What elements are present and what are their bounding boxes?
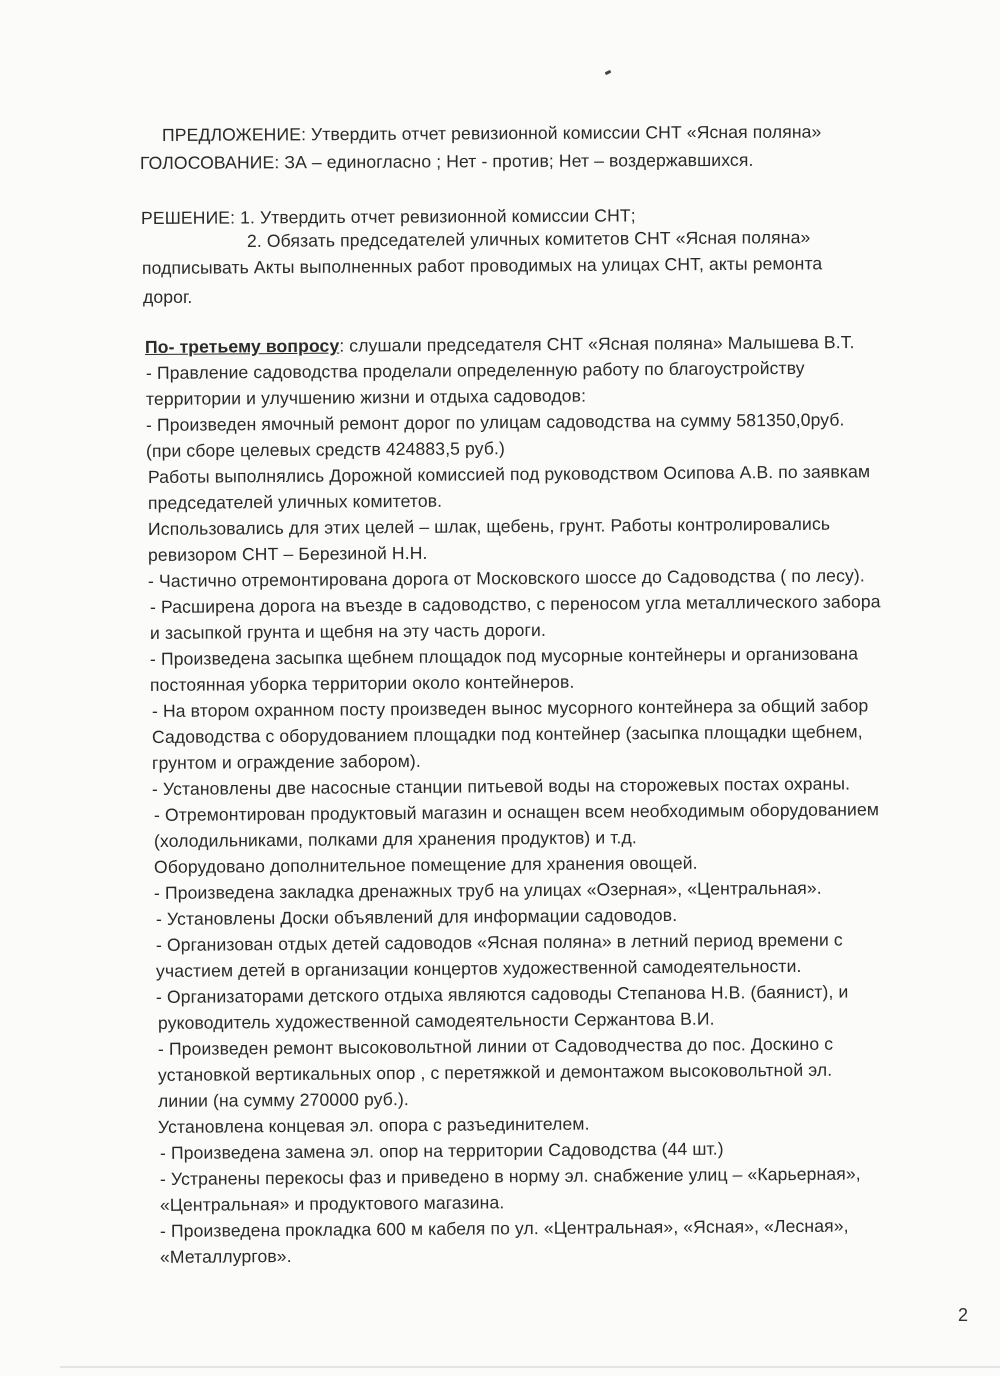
proposal-line: ПРЕДЛОЖЕНИЕ: Утвердить отчет ревизионной комиссии СНТ «Ясная поляна» — [161, 121, 822, 145]
body-line: Садоводства с оборудованием площадки под контейнер (засыпка площадки щебнем, — [151, 721, 863, 747]
body-line: Использовались для этих целей – шлак, щебень, грунт. Работы контролировались — [147, 513, 831, 539]
body-line: «Центральная» и продуктового магазина. — [159, 1192, 505, 1215]
body-line: - Отремонтирован продуктовый магазин и оснащен всем необходимым оборудованием — [153, 799, 880, 825]
body-line: - Произведена закладка дренажных труб на улицах «Озерная», «Центральная». — [153, 877, 822, 903]
body-line: (холодильниками, полками для хранения продуктов) и т.д. — [153, 827, 637, 851]
decision-line: дорог. — [143, 287, 193, 307]
page-bottom-edge — [60, 1366, 1000, 1368]
body-line: - Частично отремонтирована дорога от Московского шоссе до Садоводства ( по лесу). — [147, 565, 865, 591]
decision-line: РЕШЕНИЕ: 1. Утвердить отчет ревизионной комиссии СНТ; — [140, 205, 636, 228]
body-line: - Произведена прокладка 600 м кабеля по ул. «Центральная», «Ясная», «Лесная», — [159, 1215, 849, 1241]
body-line: (при сборе целевых средств 424883,5 руб.) — [145, 438, 505, 461]
decision-line: подписывать Акты выполненных работ проводимых на улицах СНТ, акты ремонта — [141, 253, 823, 278]
body-line: ревизором СНТ – Березиной Н.Н. — [147, 542, 428, 565]
body-line: участием детей в организации концертов художественной самодеятельности. — [155, 955, 802, 981]
body-line: руководитель художественной самодеятельности Сержантова В.И. — [157, 1008, 715, 1033]
body-line: - Установлены две насосные станции питьевой воды на сторожевых постах охраны. — [151, 773, 851, 799]
body-line: - Установлены Доски объявлений для информации садоводов. — [155, 904, 678, 929]
scan-speck — [605, 70, 612, 75]
body-line: - Устранены перекосы фаз и приведено в норму эл. снабжение улиц – «Карьерная», — [159, 1163, 861, 1189]
third-question-heading: По- третьему вопросу — [144, 335, 340, 357]
body-line: - Произведена засыпка щебнем площадок под мусорные контейнеры и организована — [149, 643, 859, 669]
body-line: установкой вертикальных опор , с перетяжкой и демонтажом высоковольтной эл. — [157, 1059, 833, 1085]
third-question-intro: : слушали председателя СНТ «Ясная поляна» Малышева В.Т. — [339, 332, 855, 356]
third-question-intro-line — [145, 331, 855, 358]
body-line: и засыпкой грунта и щебня на эту часть дороги. — [149, 619, 546, 643]
body-line: - Организаторами детского отдыха являются садоводы Степанова Н.В. (баянист), и — [155, 981, 849, 1007]
body-line: территории и улучшению жизни и отдыха садоводов: — [145, 385, 587, 409]
decision-line: 2. Обязать председателей уличных комитетов СНТ «Ясная поляна» — [246, 227, 811, 251]
body-line: линии (на сумму 270000 руб.). — [157, 1089, 409, 1111]
body-line: - На втором охранном посту произведен вынос мусорного контейнера за общий забор — [151, 695, 869, 721]
body-line: - Расширена дорога на въезде в садоводство, с переносом угла металлического забора — [149, 591, 881, 617]
body-line: - Организован отдых детей садоводов «Ясная поляна» в летний период времени с — [155, 929, 843, 955]
body-line: Оборудовано дополнительное помещение для хранения овощей. — [153, 852, 698, 877]
body-line: - Произведен ремонт высоковольтной линии от Садоводчества до пос. Доскино с — [157, 1033, 834, 1059]
body-line: председателей уличных комитетов. — [147, 490, 443, 513]
body-line: постоянная уборка территории около контейнеров. — [149, 671, 575, 695]
page-number: 2 — [958, 1305, 969, 1325]
body-line: грунтом и ограждение забором). — [151, 750, 421, 773]
voting-line: ГОЛОСОВАНИЕ: ЗА – единогласно ; Нет - против; Нет – воздержавшихся. — [139, 149, 754, 173]
body-line: «Металлургов». — [159, 1245, 292, 1267]
body-line: Установлена концевая эл. опора с разъединителем. — [157, 1113, 590, 1137]
body-line: - Произведена замена эл. опор на территории Садоводства (44 шт.) — [159, 1138, 724, 1163]
body-line: - Правление садоводства проделали определенную работу по благоустройству — [145, 357, 805, 383]
body-line: - Произведен ямочный ремонт дорог по улицам садоводства на сумму 581350,0руб. — [145, 409, 845, 435]
body-line: Работы выполнялись Дорожной комиссией под руководством Осипова А.В. по заявкам — [147, 461, 871, 487]
